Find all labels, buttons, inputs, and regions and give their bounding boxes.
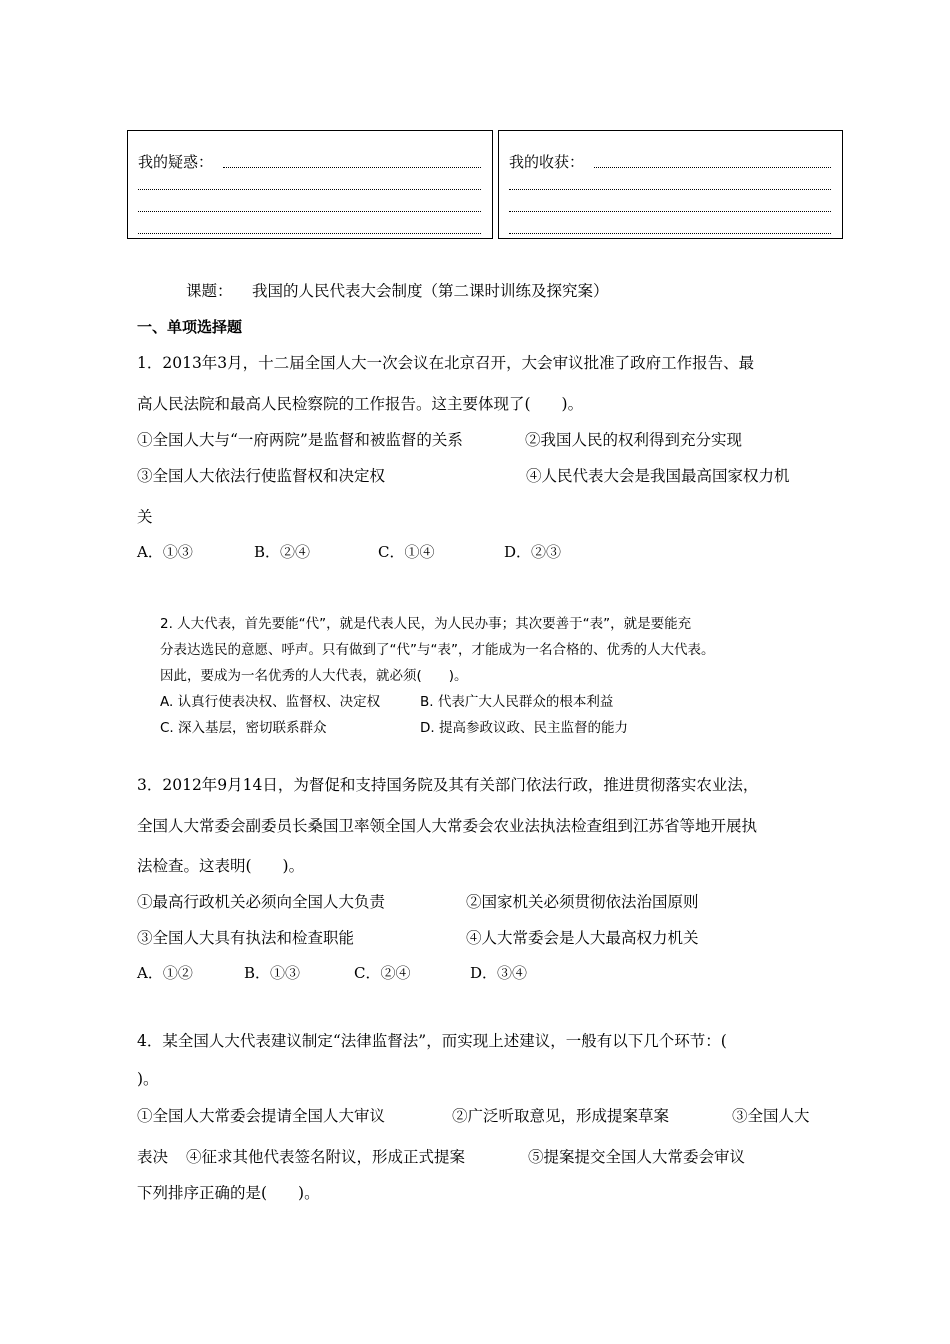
q3-stem-line-2: 全国人大常委会副委员长桑国卫率领全国人大常委会农业法执法检查组到江苏省等地开展执 — [137, 817, 758, 835]
q2-stem-line-3: 因此，要成为一名优秀的人大代表，就必须( )。 — [160, 668, 468, 684]
q1-item-3: ③全国人大依法行使监督权和决定权 — [137, 467, 386, 485]
q1-item-4-cont: 关 — [137, 508, 153, 526]
q3-item-2: ②国家机关必须贯彻依法治国原则 — [466, 893, 699, 911]
q1-item-4: ④人民代表大会是我国最高国家权力机 — [526, 467, 790, 485]
gains-fill-line-1[interactable] — [594, 167, 831, 168]
q3-option-b[interactable]: B．①③ — [244, 964, 301, 982]
doubts-fill-line-3[interactable] — [138, 211, 481, 212]
q1-stem-line-1: 1．2013年3月，十二届全国人大一次会议在北京召开，大会审议批准了政府工作报告、最 — [137, 354, 755, 372]
q1-item-1: ①全国人大与“一府两院”是监督和被监督的关系 — [137, 431, 463, 449]
q2-stem-line-2: 分表达选民的意愿、呼声。只有做到了“代”与“表”，才能成为一名合格的、优秀的人大代表。 — [160, 642, 715, 658]
q4-item-3: ③全国人大 — [732, 1107, 810, 1125]
doubts-box — [127, 130, 493, 239]
q1-item-2: ②我国人民的权利得到充分实现 — [525, 431, 743, 449]
q2-option-c[interactable]: C. 深入基层，密切联系群众 — [160, 720, 327, 736]
doubts-fill-line-4[interactable] — [138, 233, 481, 234]
gains-fill-line-3[interactable] — [509, 211, 831, 212]
q1-option-d[interactable]: D．②③ — [504, 543, 562, 561]
doubts-fill-line-1[interactable] — [223, 167, 481, 168]
q1-option-a[interactable]: A．①③ — [137, 543, 193, 561]
q4-item-1: ①全国人大常委会提请全国人大审议 — [137, 1107, 386, 1125]
gains-fill-line-2[interactable] — [509, 189, 831, 190]
q2-option-d[interactable]: D. 提高参政议政、民主监督的能力 — [420, 720, 628, 736]
q3-stem-line-3: 法检查。这表明( )。 — [137, 857, 305, 875]
gains-fill-line-4[interactable] — [509, 233, 831, 234]
section-heading: 一、单项选择题 — [137, 318, 243, 336]
q4-item-4: ④征求其他代表签名附议，形成正式提案 — [186, 1148, 466, 1166]
q1-stem-line-2: 高人民法院和最高人民检察院的工作报告。这主要体现了( )。 — [137, 395, 584, 413]
q3-item-4: ④人大常委会是人大最高权力机关 — [466, 929, 699, 947]
q3-option-d[interactable]: D．③④ — [470, 964, 528, 982]
q4-item-3-cont: 表决 — [137, 1148, 169, 1166]
doubts-fill-line-2[interactable] — [138, 189, 481, 190]
q3-option-a[interactable]: A．①② — [137, 964, 193, 982]
q3-item-3: ③全国人大具有执法和检查职能 — [137, 929, 355, 947]
q4-prompt: 下列排序正确的是( )。 — [137, 1184, 320, 1202]
q3-option-c[interactable]: C．②④ — [354, 964, 411, 982]
q1-option-b[interactable]: B．②④ — [254, 543, 311, 561]
title-prefix: 课题： — [186, 282, 233, 300]
q4-stem-line-1: 4．某全国人大代表建议制定“法律监督法”，而实现上述建议，一般有以下几个环节：( — [137, 1032, 727, 1050]
page-title: 我国的人民代表大会制度（第二课时训练及探究案） — [252, 282, 609, 300]
q4-item-5: ⑤提案提交全国人大常委会审议 — [528, 1148, 746, 1166]
gains-label: 我的收获： — [509, 153, 585, 171]
q3-item-1: ①最高行政机关必须向全国人大负责 — [137, 893, 386, 911]
doubts-label: 我的疑惑： — [138, 153, 214, 171]
q1-option-c[interactable]: C．①④ — [378, 543, 435, 561]
gains-box — [498, 130, 843, 239]
q2-option-b[interactable]: B. 代表广大人民群众的根本利益 — [420, 694, 614, 710]
q2-option-a[interactable]: A. 认真行使表决权、监督权、决定权 — [160, 694, 381, 710]
q2-stem-line-1: 2. 人大代表，首先要能“代”，就是代表人民，为人民办事；其次要善于“表”，就是要能充 — [160, 616, 692, 632]
q3-stem-line-1: 3．2012年9月14日，为督促和支持国务院及其有关部门依法行政，推进贯彻落实农业法， — [137, 776, 759, 794]
q4-stem-line-2: )。 — [137, 1070, 159, 1088]
q4-item-2: ②广泛听取意见，形成提案草案 — [452, 1107, 670, 1125]
